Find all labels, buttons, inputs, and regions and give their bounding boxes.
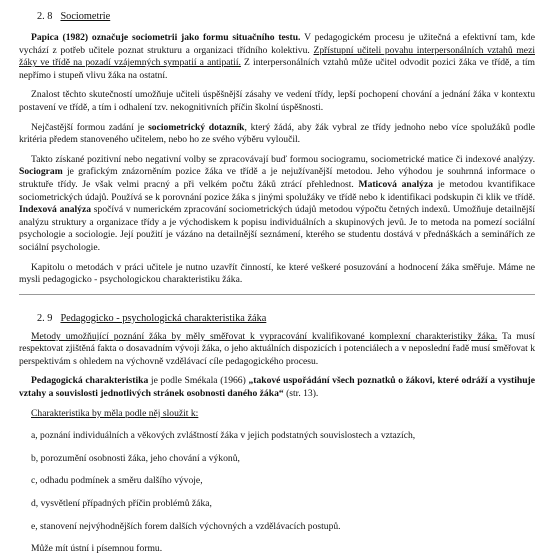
section-heading bbox=[37, 312, 535, 325]
text-run: Takto získané pozitivní nebo negativní volby se zpracovávají buď formou sociogramu, sociometrické matice či indexové analýzy. bbox=[31, 153, 535, 165]
text-run: Pedagogická charakteristika bbox=[31, 375, 149, 387]
text-run: V pedagogickém procesu je užitečná a efektivní tam, kde vychází z potřeb učitele poznat strukturu a organizaci třídního kolektivu. bbox=[19, 32, 535, 56]
paragraph bbox=[19, 331, 535, 369]
text-run: , který žádá, aby žák vybral ze třídy jednoho nebo více spolužáků podle kritéria předem stanoveného učitelem, nebo ho ze svého výběru vyloučil. bbox=[19, 121, 535, 146]
text-run: je grafickým znázorněním pozice žáka ve třídě a je nejužívanější metodou. Jeho výhodou je souhrnná informace o struktuře třídy. Je však velmi pracný a při velkém počtu žáků ztrácí přehlednost. bbox=[19, 166, 535, 190]
section-sociometrie bbox=[19, 10, 535, 287]
closing-line: Může mít ústní i písemnou formu. bbox=[31, 543, 163, 555]
text-run: Maticová analýza bbox=[358, 178, 434, 190]
text-run: sociometrický dotazník bbox=[148, 121, 245, 133]
list-intro bbox=[19, 408, 535, 421]
purpose-list bbox=[19, 430, 535, 533]
text-run: Papica (1982) označuje sociometrii jako formu situačního testu. bbox=[31, 32, 301, 43]
text-run: spočívá v numerickém zpracování sociometrických údajů metodou výpočtu četných indexů. Umožňuje detailnější analýzu struktury a organizace třídy a je východiskem k popisu individuálních a skupinových jevů. Je to metoda na pomezí sociální psychologie a sociologie. Její použití je vázáno na detailnější seznámení, kterého se studentu dostává v přednáškách a seminářích ze sociální psychologie. bbox=[19, 204, 535, 253]
text-run: Znalost těchto skutečností umožňuje učiteli úspěšnější zásahy ve vedení třídy, lepší pochopení chování a jednání žáka v kontextu postavení ve třídě, a tím i odhalení tzv. nekognitivních příčin školní úspěšnosti. bbox=[19, 89, 535, 113]
text-run: je podle Smékala (1966) bbox=[148, 375, 249, 387]
list-item: c, odhadu podmínek a směru dalšího vývoje, bbox=[31, 475, 203, 487]
section-divider bbox=[19, 294, 535, 295]
paragraph bbox=[19, 89, 535, 114]
paragraph bbox=[19, 32, 535, 82]
paragraph bbox=[19, 122, 535, 147]
list-item: e, stanovení nejvýhodnějších forem dalších výchovných a vzdělávacích postupů. bbox=[31, 520, 341, 532]
section-heading bbox=[37, 10, 535, 23]
text-run: Metody umožňující poznání žáka by měly směřovat k vypracování kvalifikované komplexní charakteristiky žáka. bbox=[31, 330, 498, 342]
text-run: Zpřístupní učiteli povahu interpersonálních vztahů mezi žáky ve třídě na pozadí vzájemných sympatií a antipatií. bbox=[19, 44, 535, 69]
list-item: a, poznání individuálních a věkových zvláštností žáka v jejich podstatných souvislostech a vztazích, bbox=[31, 430, 416, 442]
section-title: Pedagogicko - psychologická charakteristika žáka bbox=[60, 312, 267, 324]
text-run: Nejčastější formou zadání je bbox=[31, 121, 149, 133]
text-run: Ta musí respektovat zjištěná fakta o dosavadním vývoji žáka, o jeho aktuálních dispozicích i potenciálech a v neposlední řadě musí směřovat k perspektivám s ohledem na výchovně vzdělávací cíle pedagogického procesu. bbox=[19, 330, 535, 367]
text-run: „takové uspořádání všech poznatků o žákovi, které odráží a vystihuje vztahy a souvislosti jednotlivých stránek osobnosti daného žáka“ bbox=[19, 375, 536, 400]
text-run: je metodou kvantifikace sociometrických údajů. Používá se k porovnání pozice žáka s jinými spolužáky ve třídě nebo k identifikaci podskupin či klik ve třídě. bbox=[19, 178, 535, 203]
paragraph bbox=[19, 375, 535, 400]
section-title: Sociometrie bbox=[60, 11, 111, 22]
section-number: 2. 9 bbox=[37, 312, 53, 324]
list-item: b, porozumění osobnosti žáka, jeho chování a výkonů, bbox=[31, 452, 240, 464]
text-run: Z interpersonálních vztahů může učitel odvodit pozici žáka ve třídě, a tím nepřímo i stupeň vlivu žáka na ostatní. bbox=[19, 57, 536, 81]
section-body bbox=[19, 32, 535, 287]
text-run: Kapitolu o metodách v práci učitele je nutno uzavřít činností, ke které veškeré posuzování a hodnocení žáka směřuje. Máme ne mysli pedagogicko - psychologickou charakteristiku žáka. bbox=[19, 261, 535, 286]
list-intro-text: Charakteristika by měla podle něj sloužit k: bbox=[31, 407, 199, 419]
section-charakteristika bbox=[19, 312, 535, 556]
list-item: d, vysvětlení případných příčin problémů žáka, bbox=[31, 498, 212, 510]
text-run: (str. 13). bbox=[283, 388, 319, 400]
paragraph bbox=[19, 262, 535, 287]
paragraph bbox=[19, 154, 535, 255]
section-number: 2. 8 bbox=[37, 11, 53, 22]
text-run: Sociogram bbox=[19, 166, 63, 178]
text-run: Indexová analýza bbox=[19, 204, 92, 216]
